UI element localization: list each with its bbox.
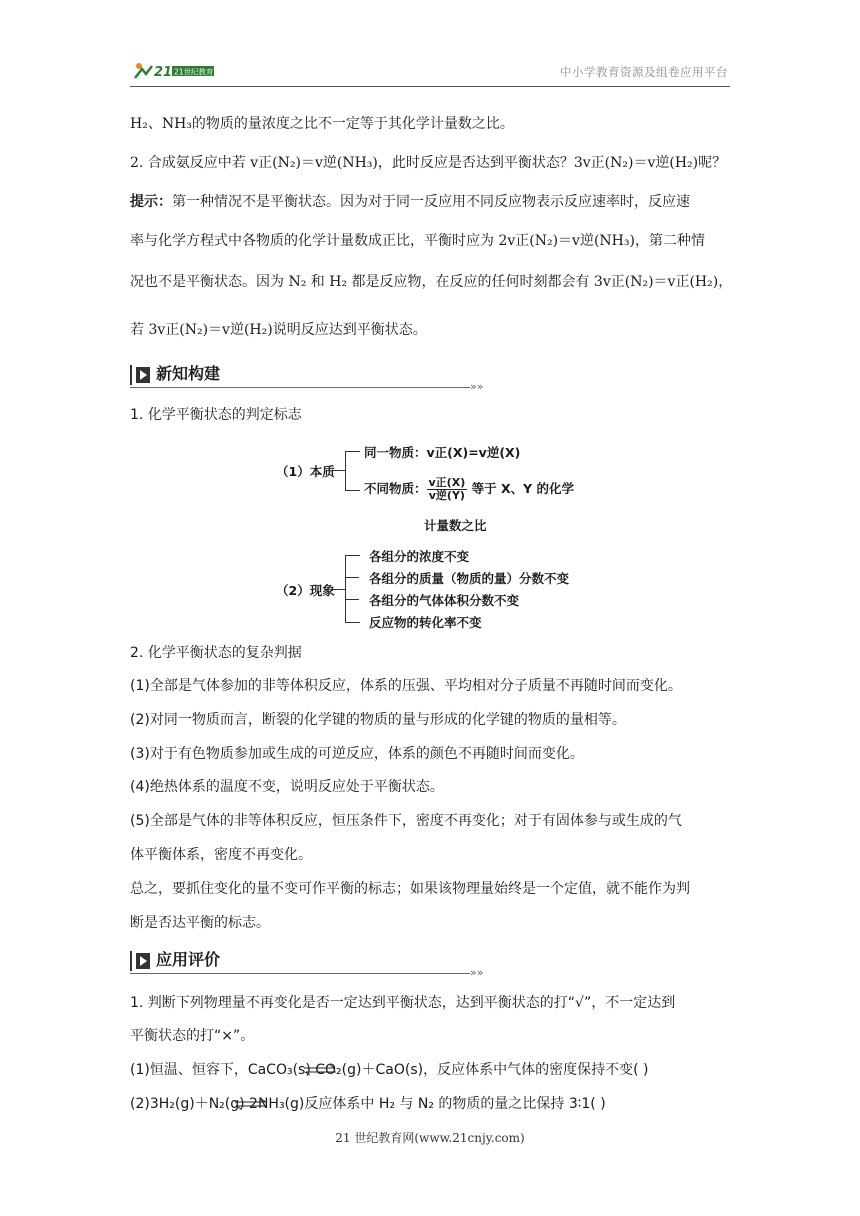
- criterion-item: (2)对同一物质而言，断裂的化学键的物质的量与形成的化学键的物质的量相等。: [130, 712, 626, 728]
- play-icon: [136, 953, 150, 969]
- hint-line-4: 若 3v正(N₂)＝v逆(H₂)说明反应达到平衡状态。: [130, 322, 427, 338]
- summary-line-1: 总之，要抓住变化的量不变可作平衡的标志；如果该物理量始终是一个定值，就不能作为判: [130, 881, 690, 897]
- page-footer: 21 世纪教育网(www.21cnjy.com): [335, 1131, 525, 1145]
- phenomenon-item: 各组分的质量（物质的量）分数不变: [369, 571, 570, 586]
- section-header-application: [130, 950, 490, 979]
- phenomenon-label: （2）现象: [276, 583, 335, 598]
- rate-fraction: $\frac{\text{v正(X)}}{\text{v逆(Y)}}$: [428, 476, 466, 502]
- svg-text:21世纪教育: 21世纪教育: [174, 67, 214, 77]
- hint-line-3: 况也不是平衡状态。因为 N₂ 和 H₂ 都是反应物，在反应的任何时刻都会有 3v正(N₂)＝v正(H₂)，: [130, 274, 733, 290]
- criterion-item: (5)全部是气体的非等体积反应，恒压条件下，密度不再变化；对于有固体参与或生成的气: [130, 813, 682, 829]
- summary-line-2: 断是否达平衡的标志。: [130, 915, 270, 931]
- page-header: [130, 58, 730, 87]
- same-substance: 同一物质：v正(X)=v逆(X): [364, 445, 521, 460]
- brace-phenomenon: [345, 555, 360, 623]
- different-substance: 不同物质： $\frac{\text{v正(X)}}{\text{v逆(Y)}}$ 等于 X、Y 的化学: [364, 476, 574, 502]
- sub-question-1: (1)恒温、恒容下，CaCO₃(s) CO₂(g)＋CaO(s)，反应体系中气体的密度保持不变( ): [130, 1062, 649, 1078]
- section-title: 应用评价: [156, 950, 221, 969]
- question-1-line-2: 平衡状态的打“×”。: [130, 1028, 255, 1044]
- logo-icon: [132, 60, 222, 82]
- hint-label: 提示：: [130, 194, 172, 210]
- criterion-item: 体平衡体系，密度不再变化。: [130, 847, 312, 863]
- reversible-arrow-icon: [233, 1098, 269, 1110]
- hint-text: 第一种情况不是平衡状态。因为对于同一反应用不同反应物表示反应速率时，反应速: [172, 194, 690, 210]
- double-chevron-icon: »»: [470, 380, 484, 393]
- phenomenon-item: 各组分的气体体积分数不变: [369, 593, 520, 608]
- different-substance-line2: 计量数之比: [424, 518, 487, 533]
- play-icon: [136, 367, 150, 383]
- paragraph-continuation: H₂、NH₃的物质的量浓度之比不一定等于其化学计量数之比。: [130, 116, 514, 132]
- section-header-new-knowledge: [130, 364, 490, 393]
- phenomenon-item: 反应物的转化率不变: [369, 615, 482, 630]
- subheading-2: 2. 化学平衡状态的复杂判据: [130, 645, 302, 661]
- criterion-item: (1)全部是气体参加的非等体积反应，体系的压强、平均相对分子质量不再随时间而变化。: [130, 678, 682, 694]
- question-1-line-1: 1. 判断下列物理量不再变化是否一定达到平衡状态，达到平衡状态的打“√”，不一定达到: [130, 995, 676, 1011]
- subheading-1: 1. 化学平衡状态的判定标志: [130, 407, 302, 423]
- essence-label: （1）本质: [276, 464, 335, 479]
- question-2: 2. 合成氨反应中若 v正(N₂)＝v逆(NH₃)，此时反应是否达到平衡状态？3v正(N₂)＝v逆(H₂)呢？: [130, 155, 727, 171]
- hint-line-1: [130, 192, 690, 212]
- hint-line-2: 率与化学方程式中各物质的化学计量数成正比，平衡时应为 2v正(N₂)＝v逆(NH₃)，第二种情: [130, 233, 705, 249]
- criterion-item: (3)对于有色物质参加或生成的可逆反应，体系的颜色不再随时间而变化。: [130, 746, 584, 762]
- svg-text:21: 21: [154, 65, 173, 80]
- phenomenon-item: 各组分的浓度不变: [369, 549, 470, 564]
- platform-name: 中小学教育资源及组卷应用平台: [560, 65, 728, 79]
- criterion-item: (4)绝热体系的温度不变，说明反应处于平衡状态。: [130, 779, 444, 795]
- section-title: 新知构建: [156, 364, 221, 383]
- double-chevron-icon: »»: [470, 966, 484, 979]
- reversible-arrow-icon: [302, 1064, 338, 1076]
- brace-essence: [345, 451, 360, 491]
- sub-question-2: (2)3H₂(g)＋N₂(g) 2NH₃(g)反应体系中 H₂ 与 N₂ 的物质的量之比保持 3∶1( ): [130, 1096, 606, 1112]
